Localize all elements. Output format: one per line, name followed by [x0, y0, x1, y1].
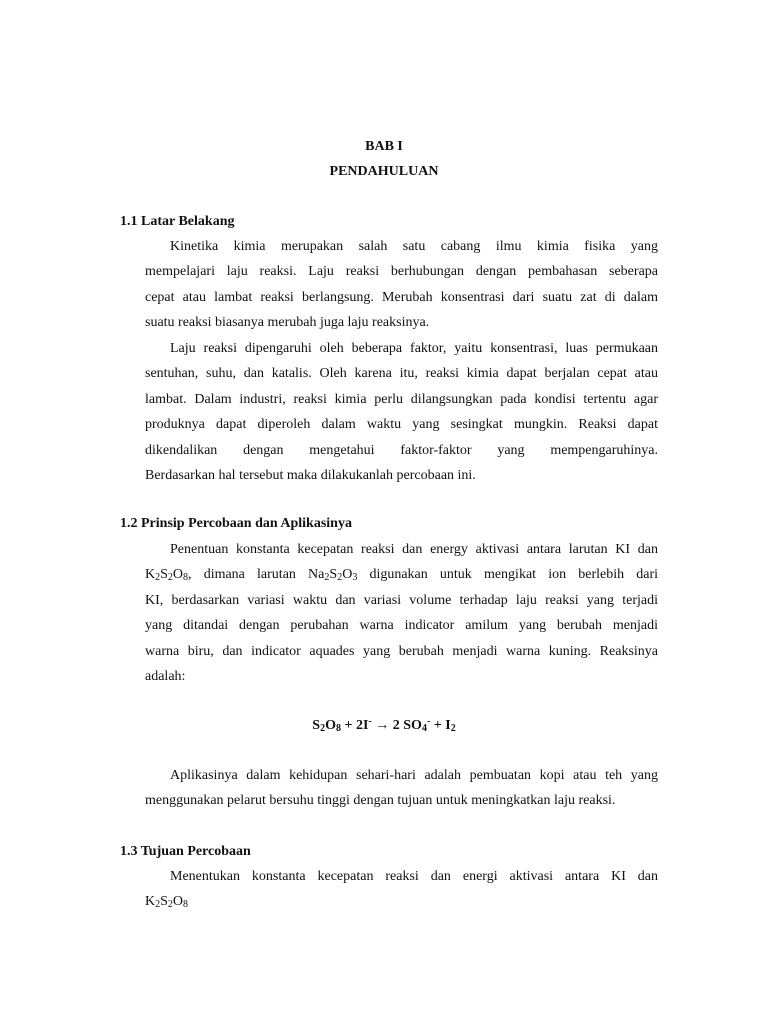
text-line: $K_2S_2O_8$ — [145, 894, 189, 911]
text-line: Laju reaksi dipengaruhi oleh beberapa faktor, yaitu konsentrasi, luas permukaan — [170, 341, 658, 356]
text-line: mempelajari laju reaksi. Laju reaksi berhubungan dengan pembahasan seberapa — [145, 264, 658, 280]
text-line: Menentukan konstanta kecepatan reaksi dan energi aktivasi antara KI dan — [170, 869, 658, 884]
chapter-label: BAB I — [365, 139, 403, 154]
text-line: Aplikasinya dalam kehidupan sehari-hari adalah pembuatan kopi atau teh yang — [170, 768, 658, 783]
chapter-title: PENDAHULUAN — [329, 164, 439, 179]
paragraph — [145, 537, 658, 689]
text-line: lambat. Dalam industri, reaksi kimia perlu dilangsungkan pada kondisi tertentu agar — [145, 391, 658, 407]
section-heading-latar-belakang: 1.1 Latar Belakang — [120, 214, 235, 229]
paragraph — [145, 336, 658, 488]
reaction-equation: $S_2O_8 + 2I^- \to 2$ $SO_4^- + I_2$ — [312, 716, 456, 734]
text-line: Kinetika kimia merupakan salah satu cabang ilmu kimia fisika yang — [170, 239, 658, 254]
text-line: Berdasarkan hal tersebut maka dilakukanlah percobaan ini. — [145, 467, 476, 483]
text-line: dikendalikan dengan mengetahui faktor-faktor yang mempengaruhinya. — [145, 442, 658, 458]
paragraph — [145, 234, 658, 336]
paragraph — [145, 763, 658, 814]
text-line: adalah: — [145, 668, 186, 684]
text-line: suatu reaksi biasanya merubah juga laju reaksinya. — [145, 315, 430, 331]
text-line: cepat atau lambat reaksi berlangsung. Merubah konsentrasi dari suatu zat di dalam — [145, 289, 658, 305]
section-heading-prinsip: 1.2 Prinsip Percobaan dan Aplikasinya — [120, 516, 352, 531]
text-line: produknya dapat diperoleh dalam waktu yang sesingkat mungkin. Reaksi dapat — [145, 417, 658, 433]
paragraph — [145, 864, 658, 915]
text-line: warna biru, dan indicator aquades yang berubah menjadi warna kuning. Reaksinya — [145, 643, 658, 659]
text-line: KI, berdasarkan variasi waktu dan variasi volume terhadap laju reaksi yang terjadi — [145, 592, 658, 608]
text-line: yang ditandai dengan perubahan warna indicator amilum yang berubah menjadi — [145, 618, 658, 634]
text-line: sentuhan, suhu, dan katalis. Oleh karena itu, reaksi kimia dapat berjalan cepat atau — [145, 366, 658, 382]
text-line: menggunakan pelarut bersuhu tinggi dengan tujuan untuk meningkatkan laju reaksi. — [145, 793, 616, 809]
text-line: Penentuan konstanta kecepatan reaksi dan energy aktivasi antara larutan KI dan — [170, 542, 658, 557]
text-line: $K_2S_2O_8$, dimana larutan $Na_2S_2O_3$ digunakan untuk mengikat ion berlebih dari — [145, 567, 659, 584]
section-heading-tujuan: 1.3 Tujuan Percobaan — [120, 844, 251, 859]
